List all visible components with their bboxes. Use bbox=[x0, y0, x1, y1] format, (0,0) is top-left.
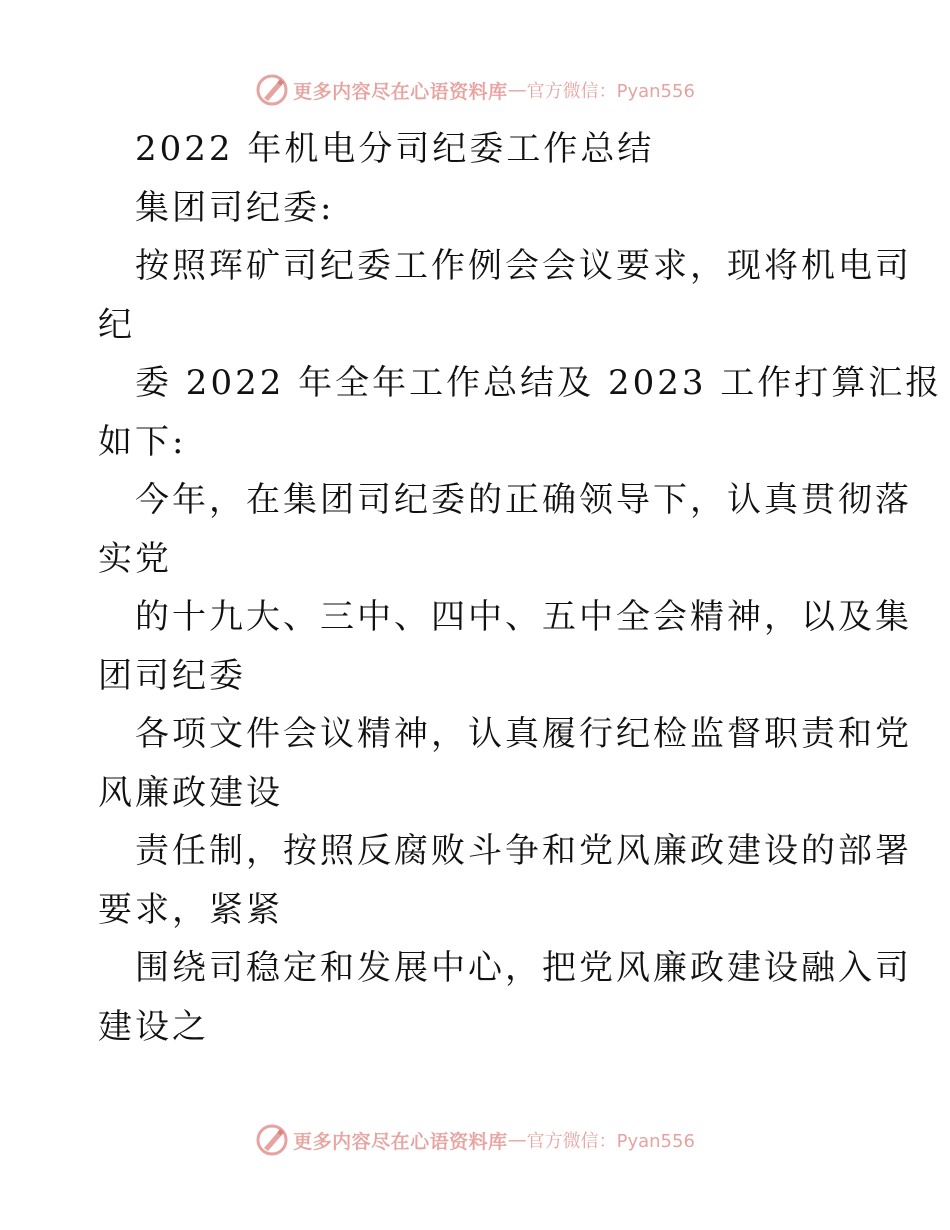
document-body bbox=[98, 120, 943, 1056]
footer-watermark bbox=[0, 1120, 950, 1160]
pen-logo-icon bbox=[255, 1123, 289, 1157]
paragraph-line: 建设之 bbox=[98, 1006, 209, 1047]
pen-logo-icon bbox=[255, 73, 289, 107]
watermark-separator: — bbox=[507, 1129, 527, 1151]
watermark-contact: 官方微信：Pyan556 bbox=[526, 81, 695, 102]
watermark-separator: — bbox=[507, 79, 527, 101]
paragraph-line: 围绕司稳定和发展中心，把党风廉政建设融入司 bbox=[135, 948, 912, 988]
paragraph-line: 要求，紧紧 bbox=[98, 889, 283, 930]
paragraph-line: 今年，在集团司纪委的正确领导下，认真贯彻落 bbox=[135, 480, 912, 520]
paragraph-line: 各项文件会议精神，认真履行纪检监督职责和党 bbox=[135, 714, 912, 754]
paragraph-line: 团司纪委 bbox=[98, 655, 246, 696]
paragraph-line: 按照珲矿司纪委工作例会会议要求，现将机电司 bbox=[135, 246, 912, 286]
header-watermark bbox=[0, 70, 950, 110]
paragraph-line: 责任制，按照反腐败斗争和党风廉政建设的部署 bbox=[135, 831, 912, 871]
paragraph-line: 纪 bbox=[98, 304, 135, 345]
watermark-brand: 更多内容尽在心语资料库 bbox=[293, 1130, 508, 1153]
salutation: 集团司纪委: bbox=[135, 187, 335, 228]
watermark-brand: 更多内容尽在心语资料库 bbox=[293, 80, 508, 103]
paragraph-line: 如下: bbox=[98, 421, 187, 462]
paragraph-line: 实党 bbox=[98, 538, 172, 579]
paragraph-line: 风廉政建设 bbox=[98, 772, 283, 813]
paragraph-line: 的十九大、三中、四中、五中全会精神，以及集 bbox=[135, 597, 912, 637]
document-title: 2022 年机电分司纪委工作总结 bbox=[135, 129, 655, 169]
watermark-contact: 官方微信：Pyan556 bbox=[526, 1131, 695, 1152]
paragraph-line: 委 2022 年全年工作总结及 2023 工作打算汇报 bbox=[135, 363, 943, 403]
